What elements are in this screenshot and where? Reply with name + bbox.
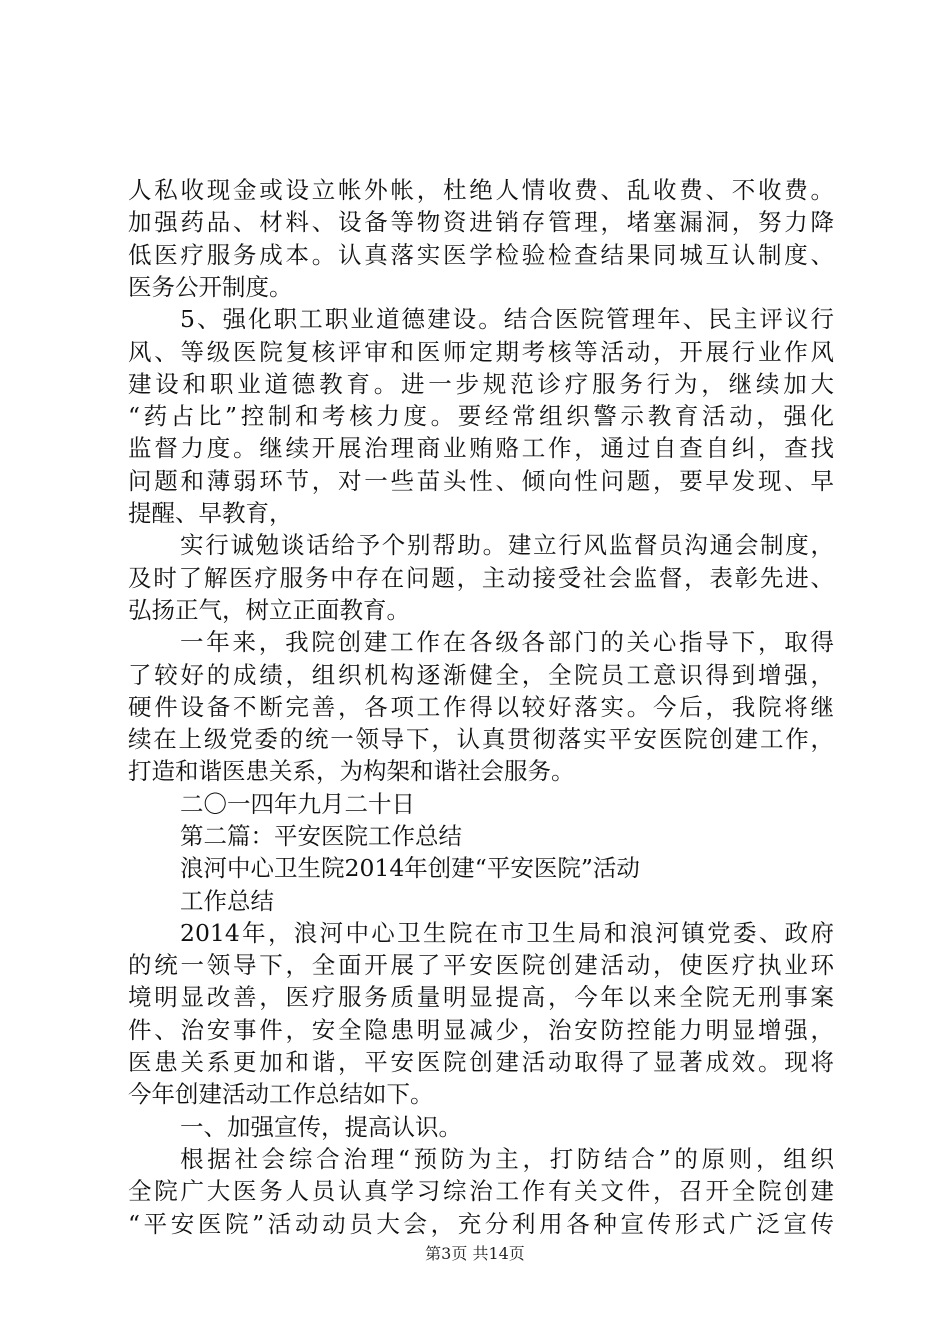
text-line: 问题和薄弱环节，对一些苗头性、倾向性问题，要早发现、早 bbox=[128, 467, 834, 495]
text-line: 了较好的成绩，组织机构逐渐健全，全院员工意识得到增强， bbox=[128, 661, 834, 689]
text-line: 及时了解医疗服务中存在问题，主动接受社会监督，表彰先进、 bbox=[128, 564, 834, 592]
text-line: 打造和谐医患关系，为构架和谐社会服务。 bbox=[128, 757, 575, 785]
text-line: 医患关系更加和谐，平安医院创建活动取得了显著成效。现将 bbox=[128, 1048, 834, 1076]
text-line: 一年来，我院创建工作在各级各部门的关心指导下，取得 bbox=[180, 628, 834, 656]
text-line: 件、治安事件，安全隐患明显减少，治安防控能力明显增强， bbox=[128, 1016, 834, 1044]
text-line: 人私收现金或设立帐外帐，杜绝人情收费、乱收费、不收费。 bbox=[128, 176, 834, 204]
text-line: 实行诚勉谈话给予个别帮助。建立行风监督员沟通会制度， bbox=[180, 531, 834, 559]
text-line: 境明显改善，医疗服务质量明显提高，今年以来全院无刑事案 bbox=[128, 983, 834, 1011]
text-line: 工作总结 bbox=[180, 887, 274, 915]
text-line: 的统一领导下，全面开展了平安医院创建活动，使医疗执业环 bbox=[128, 951, 834, 979]
text-line: 第二篇：平安医院工作总结 bbox=[180, 822, 462, 850]
text-line: “平安医院”活动动员大会，充分利用各种宣传形式广泛宣传 bbox=[128, 1210, 834, 1238]
text-line: 一、加强宣传，提高认识。 bbox=[180, 1113, 462, 1141]
text-line: 硬件设备不断完善，各项工作得以较好落实。今后，我院将继 bbox=[128, 693, 834, 721]
text-line: 5、强化职工职业道德建设。结合医院管理年、民主评议行 bbox=[180, 305, 834, 333]
text-line: 2014年，浪河中心卫生院在市卫生局和浪河镇党委、政府 bbox=[180, 919, 834, 947]
text-line: 建设和职业道德教育。进一步规范诊疗服务行为，继续加大 bbox=[128, 370, 834, 398]
text-line: 提醒、早教育， bbox=[128, 499, 293, 527]
text-line: 根据社会综合治理“预防为主，打防结合”的原则，组织 bbox=[180, 1145, 834, 1173]
text-line: 全院广大医务人员认真学习综治工作有关文件，召开全院创建 bbox=[128, 1177, 834, 1205]
text-line: 医务公开制度。 bbox=[128, 273, 293, 301]
text-line: 续在上级党委的统一领导下，认真贯彻落实平安医院创建工作， bbox=[128, 725, 834, 753]
text-line: 浪河中心卫生院2014年创建“平安医院”活动 bbox=[180, 854, 640, 882]
text-line: 监督力度。继续开展治理商业贿赂工作，通过自查自纠，查找 bbox=[128, 434, 834, 462]
text-line: 弘扬正气，树立正面教育。 bbox=[128, 596, 410, 624]
text-line: 今年创建活动工作总结如下。 bbox=[128, 1080, 434, 1108]
text-line: 低医疗服务成本。认真落实医学检验检查结果同城互认制度、 bbox=[128, 241, 834, 269]
text-line: “药占比”控制和考核力度。要经常组织警示教育活动，强化 bbox=[128, 402, 834, 430]
text-line: 二〇一四年九月二十日 bbox=[180, 790, 415, 818]
text-line: 风、等级医院复核评审和医师定期考核等活动，开展行业作风 bbox=[128, 338, 834, 366]
text-line: 加强药品、材料、设备等物资进销存管理，堵塞漏洞，努力降 bbox=[128, 208, 834, 236]
page-footer: 第3页 共14页 bbox=[425, 1244, 525, 1263]
